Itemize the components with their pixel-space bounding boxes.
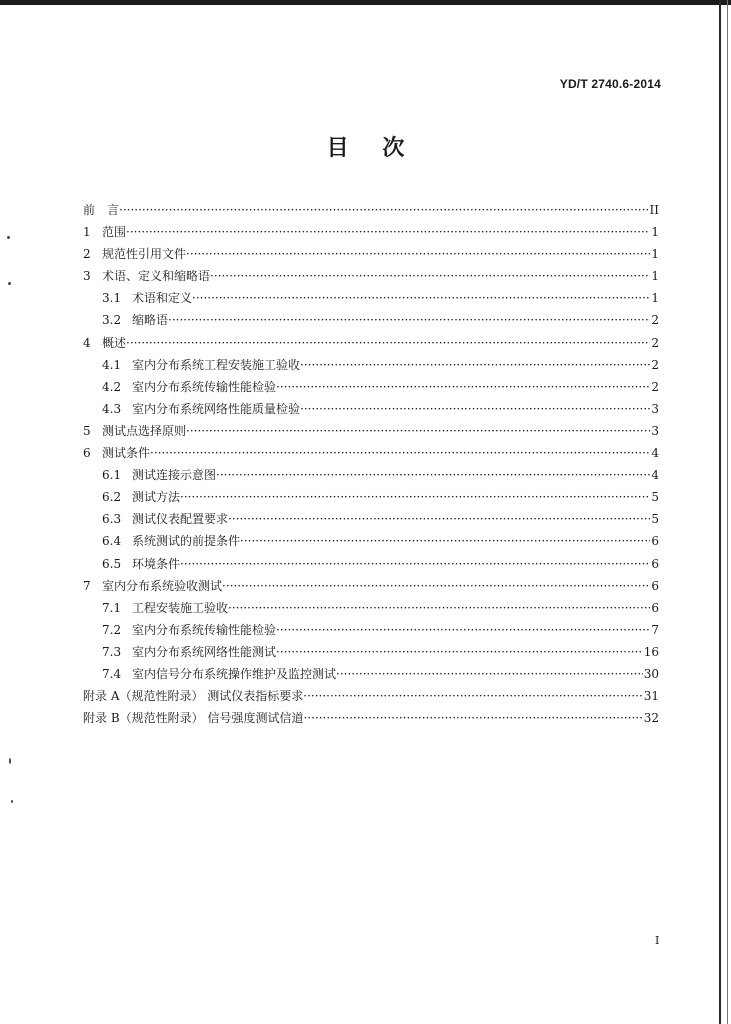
dot-leader — [222, 575, 650, 597]
toc-entry-label: 缩略语 — [132, 313, 169, 328]
toc-entry[interactable] — [83, 663, 659, 685]
toc-entry-number: 6 — [83, 446, 91, 461]
toc-entry[interactable] — [83, 354, 659, 376]
toc-entry[interactable] — [83, 420, 659, 442]
toc-entry[interactable] — [83, 243, 659, 265]
toc-entry-label: 测试连接示意图 — [132, 468, 217, 483]
toc-entry-page: 2 — [651, 335, 659, 350]
toc-entry-number: 5 — [83, 423, 91, 438]
toc-entry[interactable] — [83, 309, 659, 331]
toc-entry-label: 室内分布系统工程安装施工验收 — [132, 357, 301, 372]
toc-entry-page: 1 — [651, 291, 659, 306]
toc-entry[interactable] — [83, 530, 659, 552]
toc-entry-label: 言 — [107, 203, 120, 217]
toc-entry[interactable] — [83, 707, 659, 729]
toc-entry-page: 1 — [651, 269, 659, 284]
toc-entry[interactable] — [83, 508, 659, 530]
toc-entry-page: II — [649, 203, 659, 217]
scan-speck — [9, 758, 11, 764]
dot-leader — [228, 508, 650, 530]
toc-entry-page: 32 — [643, 711, 659, 726]
dot-leader — [126, 221, 650, 243]
toc-entry-label: 测试条件 — [102, 446, 151, 461]
toc-entry-page: 1 — [651, 247, 659, 262]
toc-entry-number: 7 — [83, 578, 91, 593]
toc-entry-page: 2 — [651, 379, 659, 394]
toc-entry[interactable] — [83, 221, 659, 243]
dot-leader — [276, 619, 650, 641]
scan-speck — [7, 236, 10, 239]
toc-entry-page: 6 — [651, 600, 659, 615]
dot-leader — [210, 265, 650, 287]
toc-entry-number: 1 — [83, 225, 91, 240]
toc-entry-page: 5 — [651, 490, 659, 505]
toc-entry[interactable] — [83, 553, 659, 575]
toc-entry-label: 附录 B（规范性附录） 信号强度测试信道 — [83, 711, 304, 726]
dot-leader — [300, 354, 650, 376]
toc-entry-label: 室内分布系统网络性能测试 — [132, 644, 277, 659]
toc-entry-page: 6 — [651, 578, 659, 593]
toc-entry-page: 3 — [651, 423, 659, 438]
toc-entry-page: 2 — [651, 313, 659, 328]
toc-entry-page: 3 — [651, 401, 659, 416]
toc-entry-label: 室内分布系统传输性能检验 — [132, 379, 277, 394]
table-of-contents — [83, 199, 659, 729]
toc-entry-page: 2 — [651, 357, 659, 372]
toc-entry-page: 16 — [643, 644, 659, 659]
toc-entry-number: 2 — [83, 247, 91, 262]
dot-leader — [186, 243, 650, 265]
toc-entry[interactable] — [83, 332, 659, 354]
toc-entry-page: 4 — [651, 446, 659, 461]
dot-leader — [168, 309, 650, 331]
toc-entry-page: 6 — [651, 556, 659, 571]
toc-entry-label: 工程安装施工验收 — [132, 600, 229, 615]
toc-entry-label: 范围 — [102, 225, 127, 240]
toc-entry-label: 室内分布系统网络性能质量检验 — [132, 401, 301, 416]
dot-leader — [300, 398, 650, 420]
toc-entry-label: 室内信号分布系统操作维护及监控测试 — [132, 666, 337, 681]
toc-entry-number: 3.1 — [102, 291, 122, 306]
toc-entry-label: 测试仪表配置要求 — [132, 512, 229, 527]
scan-speck — [8, 282, 11, 285]
toc-entry-label: 室内分布系统传输性能检验 — [132, 622, 277, 637]
scan-speck — [11, 800, 13, 803]
toc-entry-number: 6.3 — [102, 512, 122, 527]
toc-entry[interactable] — [83, 464, 659, 486]
dot-leader — [276, 376, 650, 398]
toc-entry-number: 7.3 — [102, 644, 122, 659]
toc-entry-page: 6 — [651, 534, 659, 549]
dot-leader — [180, 553, 650, 575]
toc-entry-label: 测试方法 — [132, 490, 181, 505]
toc-entry-number: 6.2 — [102, 490, 122, 505]
toc-entry-label: 附录 A（规范性附录） 测试仪表指标要求 — [83, 689, 304, 704]
dot-leader — [180, 486, 650, 508]
toc-entry-label: 概述 — [102, 335, 127, 350]
toc-entry-number: 4.2 — [102, 379, 122, 394]
toc-entry[interactable] — [83, 265, 659, 287]
toc-entry-label: 测试点选择原则 — [102, 423, 187, 438]
toc-entry[interactable] — [83, 442, 659, 464]
toc-entry-number: 7.2 — [102, 622, 122, 637]
dot-leader — [240, 530, 650, 552]
dot-leader — [150, 442, 650, 464]
standard-number: YD/T 2740.6-2014 — [559, 77, 661, 91]
dot-leader — [186, 420, 650, 442]
toc-entry-number: 7.4 — [102, 666, 122, 681]
dot-leader — [303, 707, 642, 729]
toc-entry-page: 1 — [651, 225, 659, 240]
toc-entry-number: 4.1 — [102, 357, 122, 372]
toc-entry[interactable] — [83, 398, 659, 420]
dot-leader — [126, 332, 650, 354]
toc-entry-number: 6.1 — [102, 468, 122, 483]
toc-entry-number: 7.1 — [102, 600, 122, 615]
toc-entry-number: 6.4 — [102, 534, 122, 549]
toc-entry[interactable] — [83, 287, 659, 309]
toc-entry-page: 4 — [651, 468, 659, 483]
toc-entry[interactable] — [83, 376, 659, 398]
dot-leader — [119, 199, 649, 221]
toc-entry[interactable] — [83, 575, 659, 597]
toc-entry-label: 系统测试的前提条件 — [132, 534, 241, 549]
toc-entry[interactable] — [83, 619, 659, 641]
top-border-line — [0, 0, 731, 5]
toc-entry[interactable] — [83, 199, 659, 221]
toc-entry[interactable] — [83, 685, 659, 707]
toc-entry[interactable] — [83, 486, 659, 508]
toc-entry-number: 4.3 — [102, 401, 122, 416]
toc-entry-number: 4 — [83, 335, 91, 350]
toc-entry-label: 环境条件 — [132, 556, 181, 571]
toc-entry-label: 术语和定义 — [132, 291, 193, 306]
toc-entry-page: 7 — [651, 622, 659, 637]
toc-entry-number: 6.5 — [102, 556, 122, 571]
toc-entry-label: 室内分布系统验收测试 — [102, 578, 223, 593]
dot-leader — [303, 685, 642, 707]
page-title: 目 次 — [326, 136, 405, 161]
toc-entry-number: 前 — [83, 203, 96, 217]
dot-leader — [276, 641, 643, 663]
dot-leader — [336, 663, 643, 685]
dot-leader — [228, 597, 650, 619]
toc-entry-number: 3 — [83, 269, 91, 284]
toc-entry-label: 规范性引用文件 — [102, 247, 187, 262]
toc-entry[interactable] — [83, 641, 659, 663]
dot-leader — [192, 287, 650, 309]
toc-entry-label: 术语、定义和缩略语 — [102, 269, 211, 284]
toc-entry-page: 5 — [651, 512, 659, 527]
toc-entry-page: 31 — [643, 689, 659, 704]
toc-entry-number: 3.2 — [102, 313, 122, 328]
page-number: I — [655, 934, 660, 947]
toc-entry-page: 30 — [643, 666, 659, 681]
toc-entry[interactable] — [83, 597, 659, 619]
dot-leader — [216, 464, 650, 486]
